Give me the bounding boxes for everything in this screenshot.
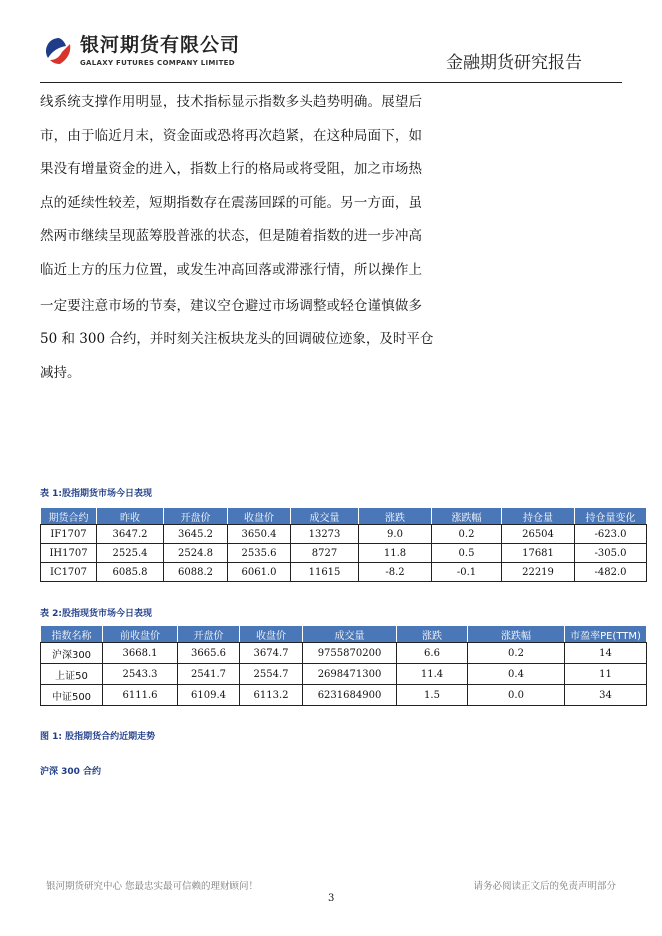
column-header: 收盘价 [240,626,303,643]
table-cell: -623.0 [575,525,647,544]
table-cell: 3668.1 [103,643,178,664]
table-cell: 3650.4 [228,525,291,544]
table-cell: -305.0 [575,544,647,563]
column-header: 持仓量 [502,508,575,525]
table-row [41,664,647,685]
body-paragraph [40,92,434,396]
footer-disclaimer: 请务必阅读正文后的免责声明部分 [473,881,616,892]
table-cell: 2535.6 [228,544,291,563]
body-line: 临近上方的压力位置，或发生冲高回落或滞涨行情，所以操作上 [40,261,422,278]
body-line: 减持。 [40,364,81,381]
table-cell: 8727 [291,544,359,563]
table-cell: 6.6 [397,643,468,664]
table-cell: 0.0 [468,685,565,706]
table-cell: 6113.2 [240,685,303,706]
table-cell: IF1707 [41,525,97,544]
column-header: 涨跌幅 [432,508,502,525]
figure-subcaption: 沪深 300 合约 [40,767,102,777]
column-header: 开盘价 [164,508,228,525]
column-header: 持仓量变化 [575,508,647,525]
figure-caption: 图 1: 股指期货合约近期走势 [40,732,156,742]
company-name-cn: 银河期货有限公司 [80,34,241,56]
spot-index-table [40,625,647,706]
body-line: 市，由于临近月末，资金面或恐将再次趋紧，在这种局面下，如 [40,127,422,144]
body-line: 果没有增量资金的进入，指数上行的格局或将受阻，加之市场热 [40,161,422,177]
table-cell: 26504 [502,525,575,544]
galaxy-logo-icon [44,36,74,66]
table-cell: 中证500 [41,685,103,706]
column-header: 昨收 [97,508,164,525]
table-cell: 2543.3 [103,664,178,685]
body-line: 一定要注意市场的节奏，建议空仓避过市场调整或轻仓谨慎做多 [40,298,422,314]
column-header: 涨跌 [359,508,432,525]
table-row [41,563,647,582]
table-cell: 6109.4 [178,685,240,706]
page-number: 3 [328,893,335,904]
table-cell: 2554.7 [240,664,303,685]
column-header: 前收盘价 [103,626,178,643]
table-cell: 6085.8 [97,563,164,582]
table-cell: 3647.2 [97,525,164,544]
table-cell: 2525.4 [97,544,164,563]
table-row [41,643,647,664]
column-header: 期货合约 [41,508,97,525]
table-cell: 3645.2 [164,525,228,544]
body-line: 50 和 300 合约，并时刻关注板块龙头的回调破位迹象，及时平仓 [40,331,434,347]
column-header: 市盈率PE(TTM) [565,626,647,643]
table-cell: 11.4 [397,664,468,685]
column-header: 收盘价 [228,508,291,525]
column-header: 指数名称 [41,626,103,643]
header-divider [40,82,622,83]
table-cell: 1.5 [397,685,468,706]
table-cell: -0.1 [432,563,502,582]
table-cell: 22219 [502,563,575,582]
table-row [41,525,647,544]
table-cell: 3674.7 [240,643,303,664]
body-line: 然两市继续呈现蓝筹股普涨的状态，但是随着指数的进一步冲高 [40,228,422,244]
table-cell: 2541.7 [178,664,240,685]
table-cell: 上证50 [41,664,103,685]
table-cell: IC1707 [41,563,97,582]
body-line: 点的延续性较差，短期指数存在震荡回踩的可能。另一方面，虽 [40,194,422,211]
footer-slogan: 银河期货研究中心 您最忠实最可信赖的理财顾问！ [46,881,259,892]
table-cell: 0.4 [468,664,565,685]
table-cell: 0.5 [432,544,502,563]
table2-caption: 表 2:股指现货市场今日表现 [40,609,152,619]
table-cell: 11615 [291,563,359,582]
column-header: 成交量 [291,508,359,525]
table-row [41,544,647,563]
table-cell: 17681 [502,544,575,563]
table-cell: 14 [565,643,647,664]
table-cell: 13273 [291,525,359,544]
table-cell: -8.2 [359,563,432,582]
table-row [41,685,647,706]
table-cell: 11 [565,664,647,685]
table-cell: 9.0 [359,525,432,544]
table-cell: 6061.0 [228,563,291,582]
table-cell: 2698471300 [303,664,397,685]
table-cell: IH1707 [41,544,97,563]
body-line: 线系统支撑作用明显，技术指标显示指数多头趋势明确。展望后 [40,94,422,110]
table-cell: 0.2 [468,643,565,664]
column-header: 涨跌 [397,626,468,643]
table-cell: 6231684900 [303,685,397,706]
column-header: 开盘价 [178,626,240,643]
table-cell: 3665.6 [178,643,240,664]
table1-caption: 表 1:股指期货市场今日表现 [40,489,152,499]
table-cell: 6088.2 [164,563,228,582]
table-cell: 沪深300 [41,643,103,664]
column-header: 涨跌幅 [468,626,565,643]
report-title: 金融期货研究报告 [446,53,582,73]
table-cell: 0.2 [432,525,502,544]
table-cell: -482.0 [575,563,647,582]
column-header: 成交量 [303,626,397,643]
table-cell: 2524.8 [164,544,228,563]
futures-table [40,507,647,582]
table-cell: 11.8 [359,544,432,563]
table-cell: 9755870200 [303,643,397,664]
table-cell: 6111.6 [103,685,178,706]
table-cell: 34 [565,685,647,706]
company-name-en: GALAXY FUTURES COMPANY LIMITED [80,59,235,67]
